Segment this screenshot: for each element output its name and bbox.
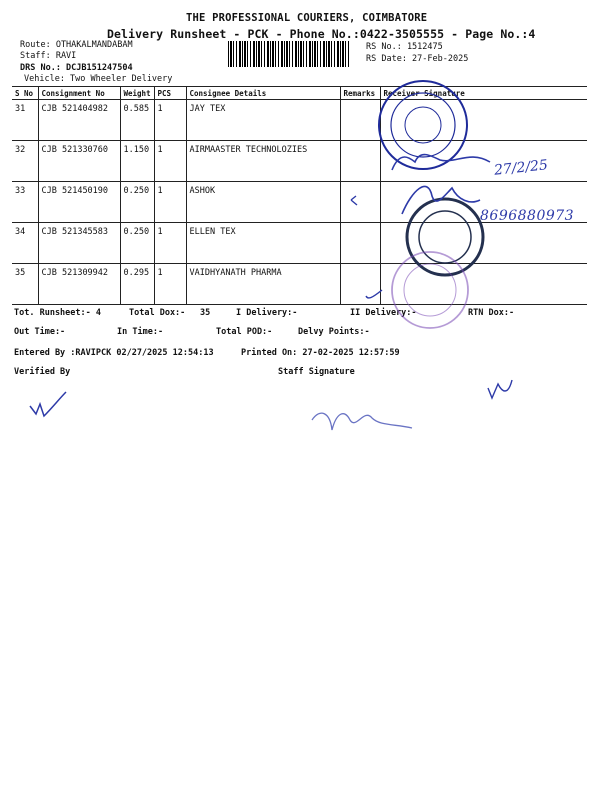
cell-sno: 34 xyxy=(12,223,38,264)
table-row xyxy=(12,100,587,141)
total-dox-label: Total Dox:- xyxy=(129,308,186,318)
cell-sno: 35 xyxy=(12,264,38,305)
col-receiver-signature: Receiver Signature xyxy=(380,87,587,100)
table-row xyxy=(12,264,587,305)
handwritten-date: 27/2/25 xyxy=(493,157,549,179)
cell-consignee: VAIDHYANATH PHARMA xyxy=(186,264,340,305)
cell-remarks xyxy=(340,223,380,264)
cell-signature xyxy=(380,100,587,141)
cell-consignee: AIRMAASTER TECHNOLOZIES xyxy=(186,141,340,182)
route-label: Route: OTHAKALMANDABAM xyxy=(20,40,133,50)
cell-pcs: 1 xyxy=(154,264,186,305)
runsheet-table xyxy=(12,86,587,305)
company-title: THE PROFESSIONAL COURIERS, COIMBATORE xyxy=(186,12,428,24)
staff-signature-scribble xyxy=(312,413,412,430)
drs-number: DRS No.: DCJB151247504 xyxy=(20,63,133,73)
cell-weight: 0.250 xyxy=(120,223,154,264)
rtn-dox: RTN Dox:- xyxy=(468,308,515,318)
cell-weight: 1.150 xyxy=(120,141,154,182)
rs-date: RS Date: 27-Feb-2025 xyxy=(366,54,469,64)
cell-weight: 0.585 xyxy=(120,100,154,141)
staff-label: Staff: RAVI xyxy=(20,51,77,61)
staff-signature-label: Staff Signature xyxy=(278,367,355,377)
printed-on: Printed On: 27-02-2025 12:57:59 xyxy=(241,348,400,358)
cell-sno: 33 xyxy=(12,182,38,223)
cell-remarks xyxy=(340,182,380,223)
cell-signature xyxy=(380,223,587,264)
col-remarks: Remarks xyxy=(340,87,380,100)
col-pcs: PCS xyxy=(154,87,186,100)
cell-consignment: CJB 521345583 xyxy=(38,223,120,264)
cell-remarks xyxy=(340,141,380,182)
delvy-points: Delvy Points:- xyxy=(298,327,370,337)
cell-sno: 32 xyxy=(12,141,38,182)
col-sno: S No xyxy=(12,87,38,100)
handwritten-phone: 8696880973 xyxy=(480,208,575,224)
total-pod: Total POD:- xyxy=(216,327,273,337)
barcode-image xyxy=(228,41,350,67)
cell-consignee: ASHOK xyxy=(186,182,340,223)
cell-signature xyxy=(380,264,587,305)
ii-delivery: II Delivery:- xyxy=(350,308,417,318)
rs-number: RS No.: 1512475 xyxy=(366,42,443,52)
col-weight: Weight xyxy=(120,87,154,100)
total-dox-value: 35 xyxy=(200,308,211,318)
out-time: Out Time:- xyxy=(14,327,66,337)
cell-pcs: 1 xyxy=(154,141,186,182)
cell-consignment: CJB 521404982 xyxy=(38,100,120,141)
cell-consignee: JAY TEX xyxy=(186,100,340,141)
i-delivery: I Delivery:- xyxy=(236,308,298,318)
in-time: In Time:- xyxy=(117,327,164,337)
col-consignment: Consignment No xyxy=(38,87,120,100)
cell-consignment: CJB 521450190 xyxy=(38,182,120,223)
runsheet-subtitle: Delivery Runsheet - PCK - Phone No.:0422-3505555 - Page No.:4 xyxy=(107,27,536,41)
cell-remarks xyxy=(340,264,380,305)
cell-weight: 0.250 xyxy=(120,182,154,223)
vehicle-label: Vehicle: Two Wheeler Delivery xyxy=(24,74,173,84)
cell-consignee: ELLEN TEX xyxy=(186,223,340,264)
cell-remarks xyxy=(340,100,380,141)
cell-pcs: 1 xyxy=(154,100,186,141)
cell-pcs: 1 xyxy=(154,223,186,264)
total-runsheet: Tot. Runsheet:- 4 xyxy=(14,308,101,318)
entered-by: Entered By :RAVIPCK 02/27/2025 12:54:13 xyxy=(14,348,214,358)
table-row xyxy=(12,223,587,264)
col-consignee: Consignee Details xyxy=(186,87,340,100)
right-initials xyxy=(488,380,512,398)
verified-by-label: Verified By xyxy=(14,367,71,377)
cell-pcs: 1 xyxy=(154,182,186,223)
cell-sno: 31 xyxy=(12,100,38,141)
table-header-row xyxy=(12,87,587,100)
cell-consignment: CJB 521309942 xyxy=(38,264,120,305)
cell-consignment: CJB 521330760 xyxy=(38,141,120,182)
cell-weight: 0.295 xyxy=(120,264,154,305)
cell-signature xyxy=(380,141,587,182)
verifier-initials xyxy=(30,392,66,416)
